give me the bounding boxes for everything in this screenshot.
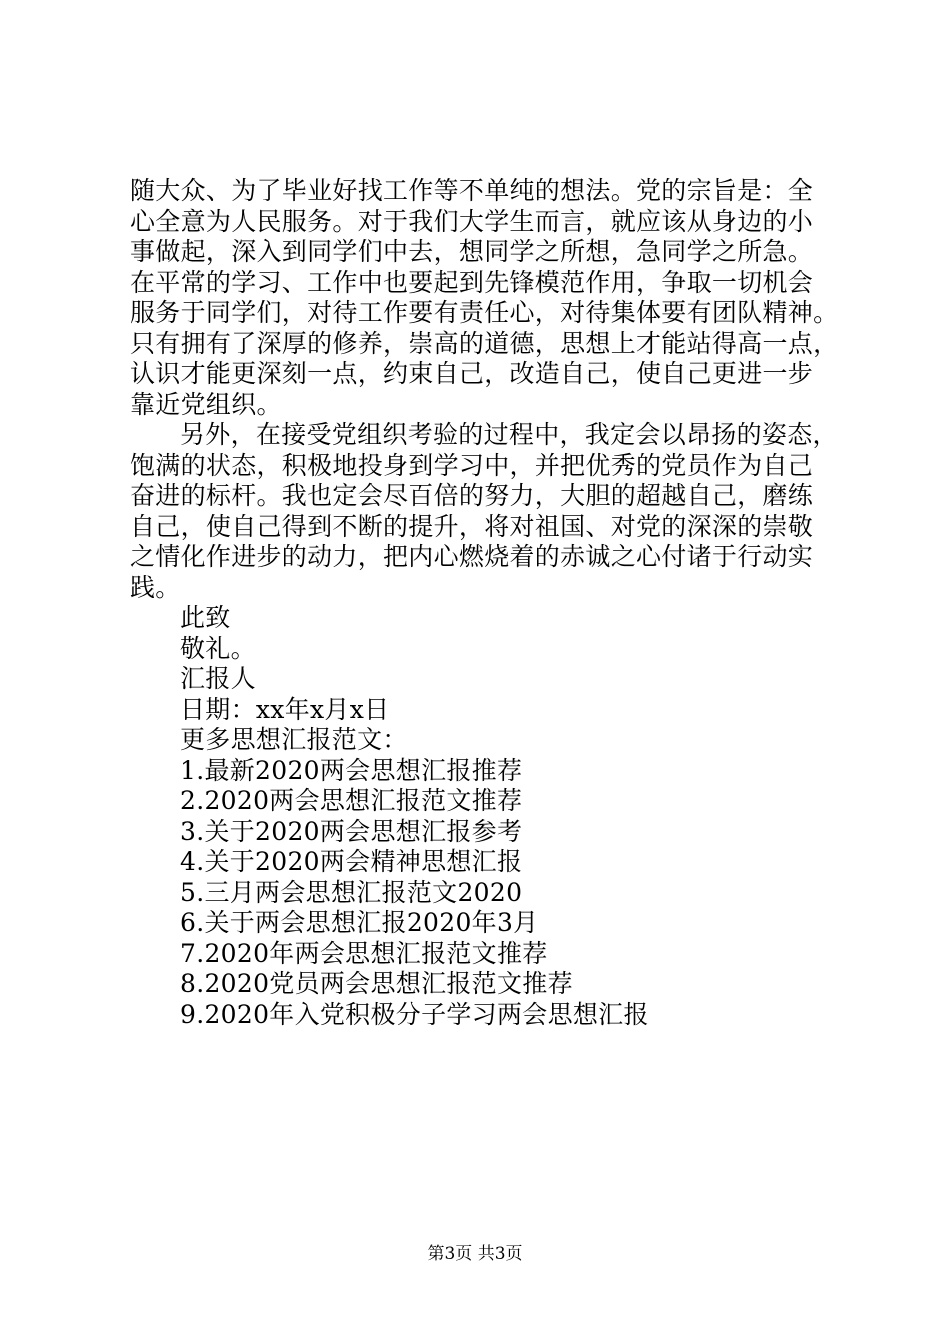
paragraph-line: 在平常的学习、工作中也要起到先锋模范作用，争取一切机会 [130,267,814,297]
related-link[interactable]: 9.2020年入党积极分子学习两会思想汇报 [180,999,649,1029]
related-link[interactable]: 7.2020年两会思想汇报范文推荐 [180,938,548,968]
paragraph-line: 事做起，深入到同学们中去，想同学之所想，急同学之所急。 [130,237,814,266]
related-links-list [130,756,860,1031]
related-link[interactable]: 4.关于2020两会精神思想汇报 [180,847,523,876]
related-link[interactable]: 1.最新2020两会思想汇报推荐 [180,755,523,785]
closing-block [130,603,860,756]
paragraph-line: 践。 [130,572,181,602]
paragraph-line: 心全意为人民服务。对于我们大学生而言，就应该从身边的小 [130,206,814,236]
page-number-footer: 第3页 共3页 [427,1244,523,1264]
related-link[interactable]: 5.三月两会思想汇报范文2020 [180,877,523,907]
regards: 敬礼。 [180,633,256,663]
paragraph-line: 之情化作进步的动力，把内心燃烧着的赤诚之心付诸于行动实 [130,542,814,571]
paragraph-line: 随大众、为了毕业好找工作等不单纯的想法。党的宗旨是：全 [130,176,814,205]
paragraph-line: 靠近党组织。 [130,389,282,419]
reporter-label: 汇报人 [180,664,256,693]
document-body [130,176,860,1030]
paragraph-line: 饱满的状态，积极地投身到学习中，并把优秀的党员作为自己 [130,450,814,480]
paragraph-resolution [130,420,860,603]
related-link[interactable]: 6.关于两会思想汇报2020年3月 [180,908,539,937]
related-link[interactable]: 2.2020两会思想汇报范文推荐 [180,786,523,815]
paragraph-commitment [130,176,860,420]
more-reports-heading: 更多思想汇报范文： [180,725,408,754]
paragraph-line: 自己，使自己得到不断的提升，将对祖国、对党的深深的崇敬 [130,511,814,541]
paragraph-line: 服务于同学们，对待工作要有责任心，对待集体要有团队精神。 [130,298,839,327]
paragraph-line: 另外，在接受党组织考验的过程中，我定会以昂扬的姿态， [180,420,838,449]
paragraph-line: 奋进的标杆。我也定会尽百倍的努力，大胆的超越自己，磨练 [130,481,814,510]
paragraph-line: 只有拥有了深厚的修养，崇高的道德，思想上才能站得高一点， [130,328,839,358]
salutation: 此致 [180,603,231,632]
related-link[interactable]: 3.关于2020两会思想汇报参考 [180,816,523,846]
paragraph-line: 认识才能更深刻一点，约束自己，改造自己，使自己更进一步 [130,359,814,388]
report-date: 日期：xx年x月x日 [180,694,390,724]
related-link[interactable]: 8.2020党员两会思想汇报范文推荐 [180,969,573,998]
